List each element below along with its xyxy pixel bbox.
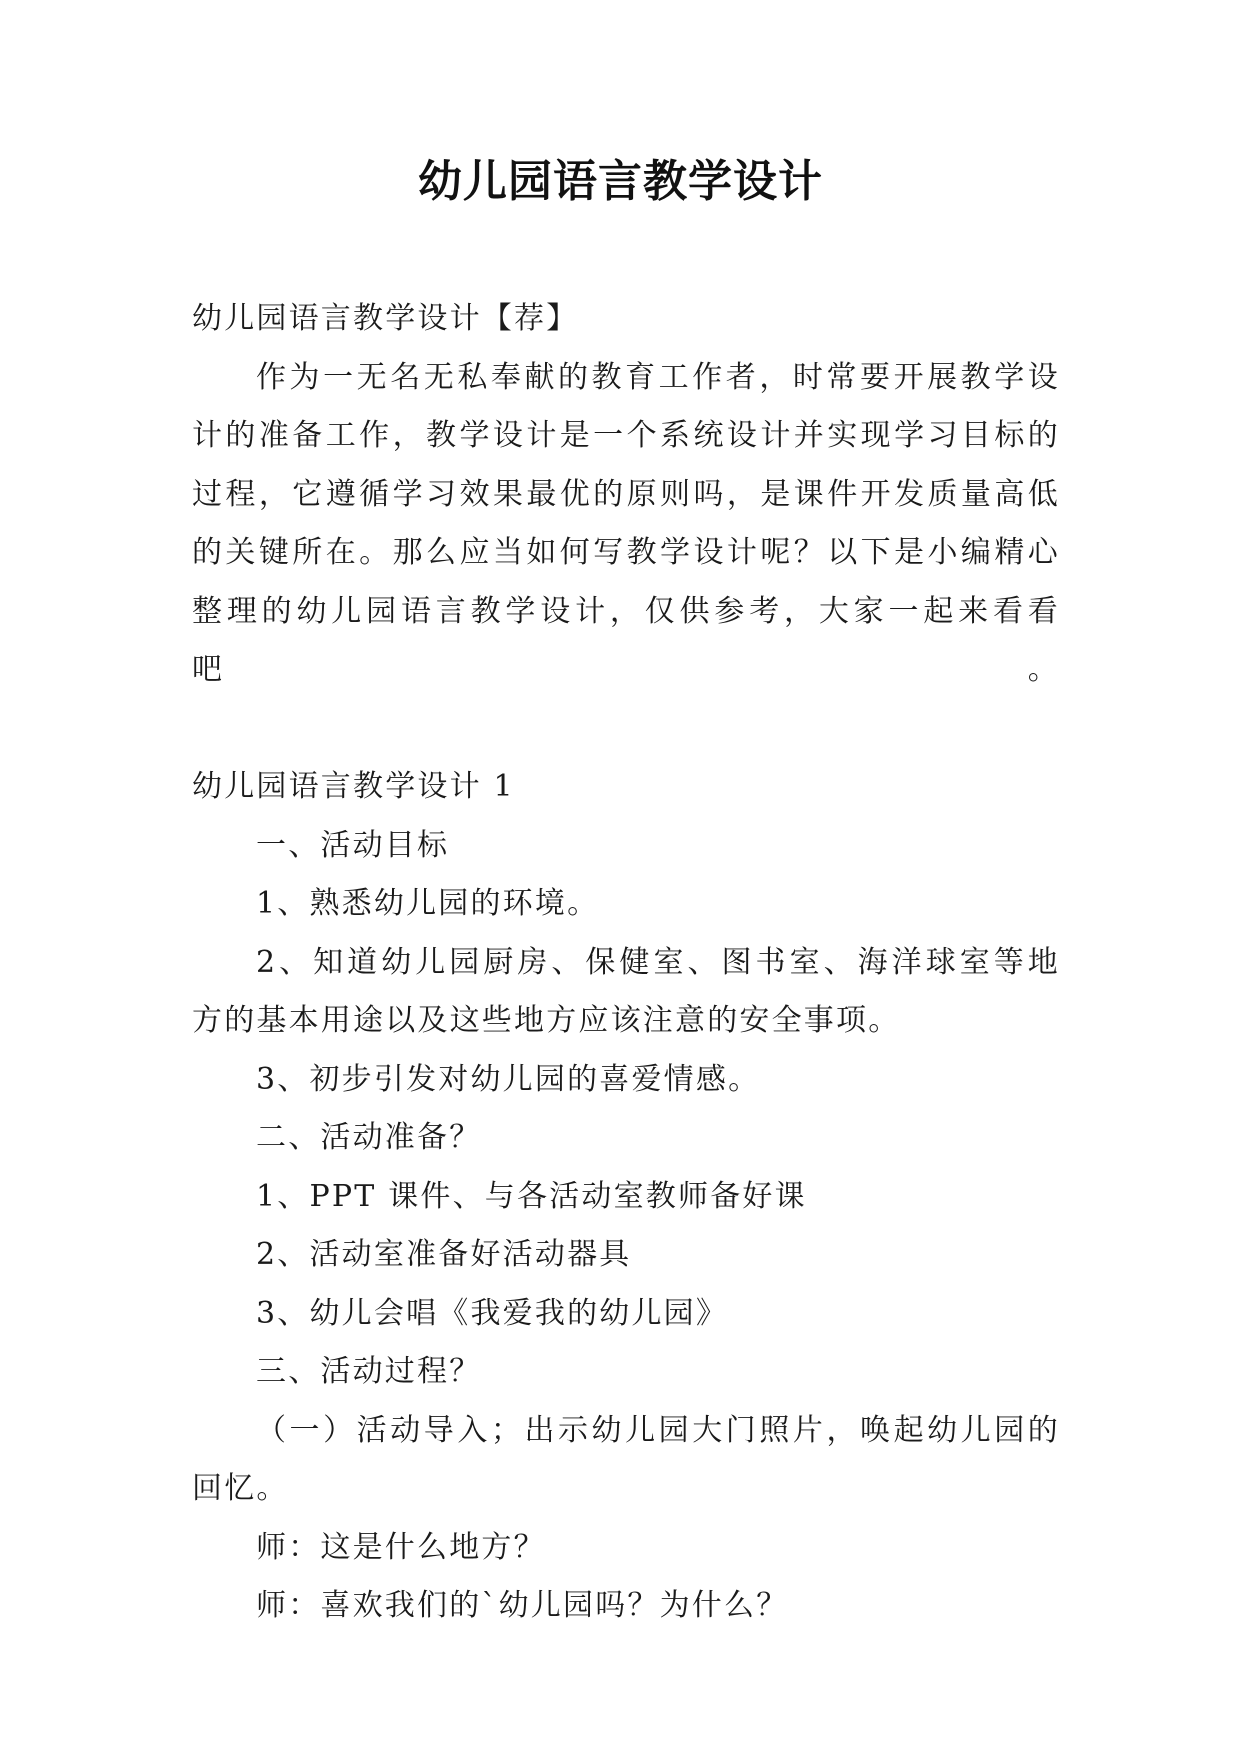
dialog-line: 师：喜欢我们的`幼儿园吗？为什么？ xyxy=(256,1588,789,1623)
prep-item: 2、活动室准备好活动器具 xyxy=(256,1237,632,1272)
process-item xyxy=(192,1402,1060,1519)
intro-line: 整理的幼儿园语言教学设计，仅供参考，大家一起来看看吧。 xyxy=(192,593,1060,687)
intro-line: 作为一无名无私奉献的教育工作者，时常要开展教学设 xyxy=(256,359,1060,395)
intro-line: 的关键所在。那么应当如何写教学设计呢？以下是小编精心 xyxy=(192,535,1060,570)
process-heading: 三、活动过程？ xyxy=(256,1354,482,1389)
goal-line: 方的基本用途以及这些地方应该注意的安全事项。 xyxy=(192,1003,901,1038)
prep-heading: 二、活动准备？ xyxy=(256,1120,482,1155)
process-line: 回忆。 xyxy=(192,1471,289,1506)
section-heading: 幼儿园语言教学设计 1 xyxy=(192,769,515,804)
process-line: （一）活动导入；出示幼儿园大门照片，唤起幼儿园的 xyxy=(256,1412,1060,1448)
document-subtitle: 幼儿园语言教学设计【荐】 xyxy=(192,301,579,336)
dialog-line: 师：这是什么地方？ xyxy=(256,1529,546,1565)
document-title: 幼儿园语言教学设计 xyxy=(418,156,823,207)
document-body xyxy=(192,290,1060,1636)
goals-heading: 一、活动目标 xyxy=(256,827,450,863)
goal-item xyxy=(192,934,1060,1051)
intro-line: 计的准备工作，教学设计是一个系统设计并实现学习目标的 xyxy=(192,418,1060,453)
prep-item: 1、PPT 课件、与各活动室教师备好课 xyxy=(256,1178,807,1214)
goal-line: 2、知道幼儿园厨房、保健室、图书室、海洋球室等地 xyxy=(256,944,1060,980)
intro-line: 过程，它遵循学习效果最优的原则吗，是课件开发质量高低 xyxy=(192,476,1060,512)
paragraph-gap xyxy=(192,700,1060,759)
intro-paragraph xyxy=(192,349,1060,700)
goal-item: 1、熟悉幼儿园的环境。 xyxy=(256,886,600,921)
goal-item: 3、初步引发对幼儿园的喜爱情感。 xyxy=(256,1061,761,1097)
prep-item: 3、幼儿会唱《我爱我的幼儿园》 xyxy=(256,1295,729,1331)
